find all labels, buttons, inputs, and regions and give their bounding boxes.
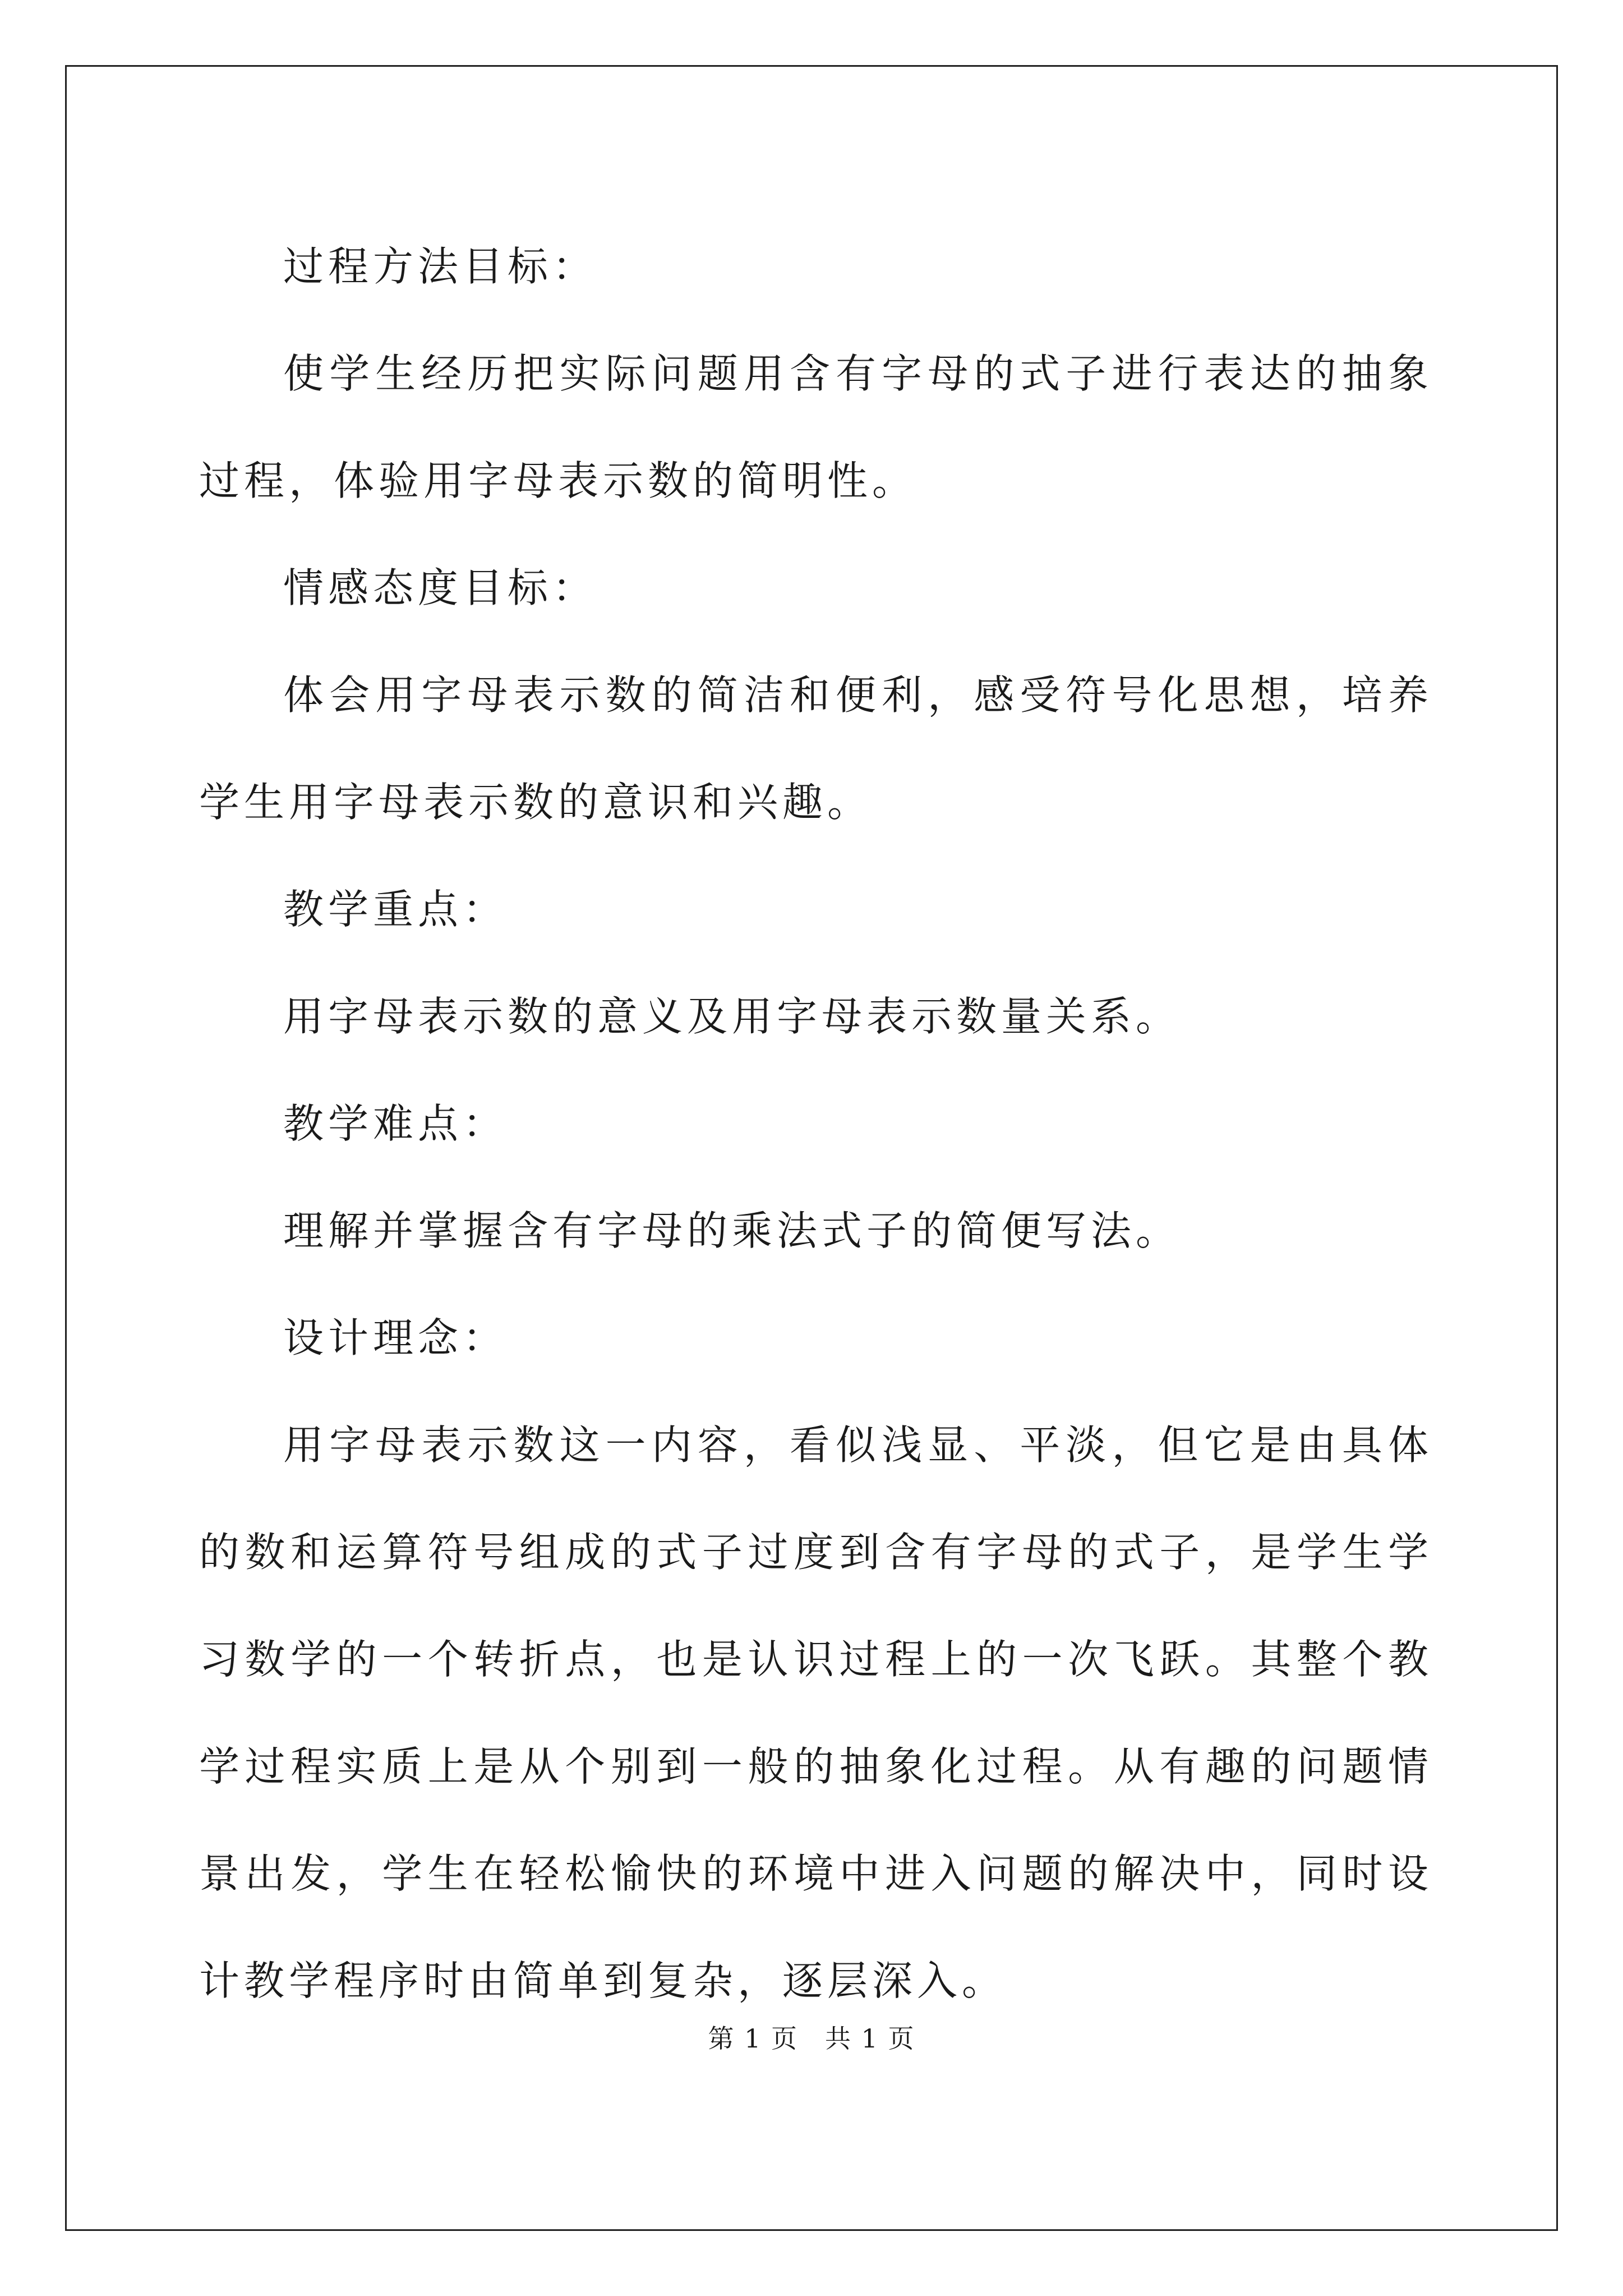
- page-footer: [0, 2018, 1623, 2055]
- page-number-total: 共 1 页: [825, 2023, 915, 2054]
- document-body: [199, 213, 1433, 2035]
- heading-teaching-difficulty: 教学难点：: [283, 1100, 508, 1147]
- page-number-current: 第 1 页: [708, 2023, 798, 2054]
- paragraph-emotion-attitude: 体会用字母表示数的简洁和便利，感受符号化思想，培养学生用字母表示数的意识和兴趣。: [199, 671, 1433, 826]
- paragraph-teaching-difficulty: 理解并掌握含有字母的乘法式子的简便写法。: [283, 1207, 1181, 1254]
- heading-design-concept: 设计理念：: [283, 1314, 508, 1361]
- heading-process-method-goals: 过程方法目标：: [283, 243, 598, 290]
- heading-emotion-attitude-goals: 情感态度目标：: [283, 564, 598, 611]
- paragraph-process-method: 使学生经历把实际问题用含有字母的式子进行表达的抽象过程，体验用字母表示数的简明性。: [199, 350, 1433, 504]
- heading-teaching-focus: 教学重点：: [283, 886, 508, 933]
- paragraph-teaching-focus: 用字母表示数的意义及用字母表示数量关系。: [283, 993, 1181, 1040]
- paragraph-design-concept: 用字母表示数这一内容，看似浅显、平淡，但它是由具体的数和运算符号组成的式子过度到含有字母的式子，是学生学习数学的一个转折点，也是认识过程上的一次飞跃。其整个教学过程实质上是从个别到一般的抽象化过程。从有趣的问题情景出发，学生在轻松愉快的环境中进入问题的解决中，同时设计教学程序时由简单到复杂，逐层深入。: [199, 1421, 1433, 2004]
